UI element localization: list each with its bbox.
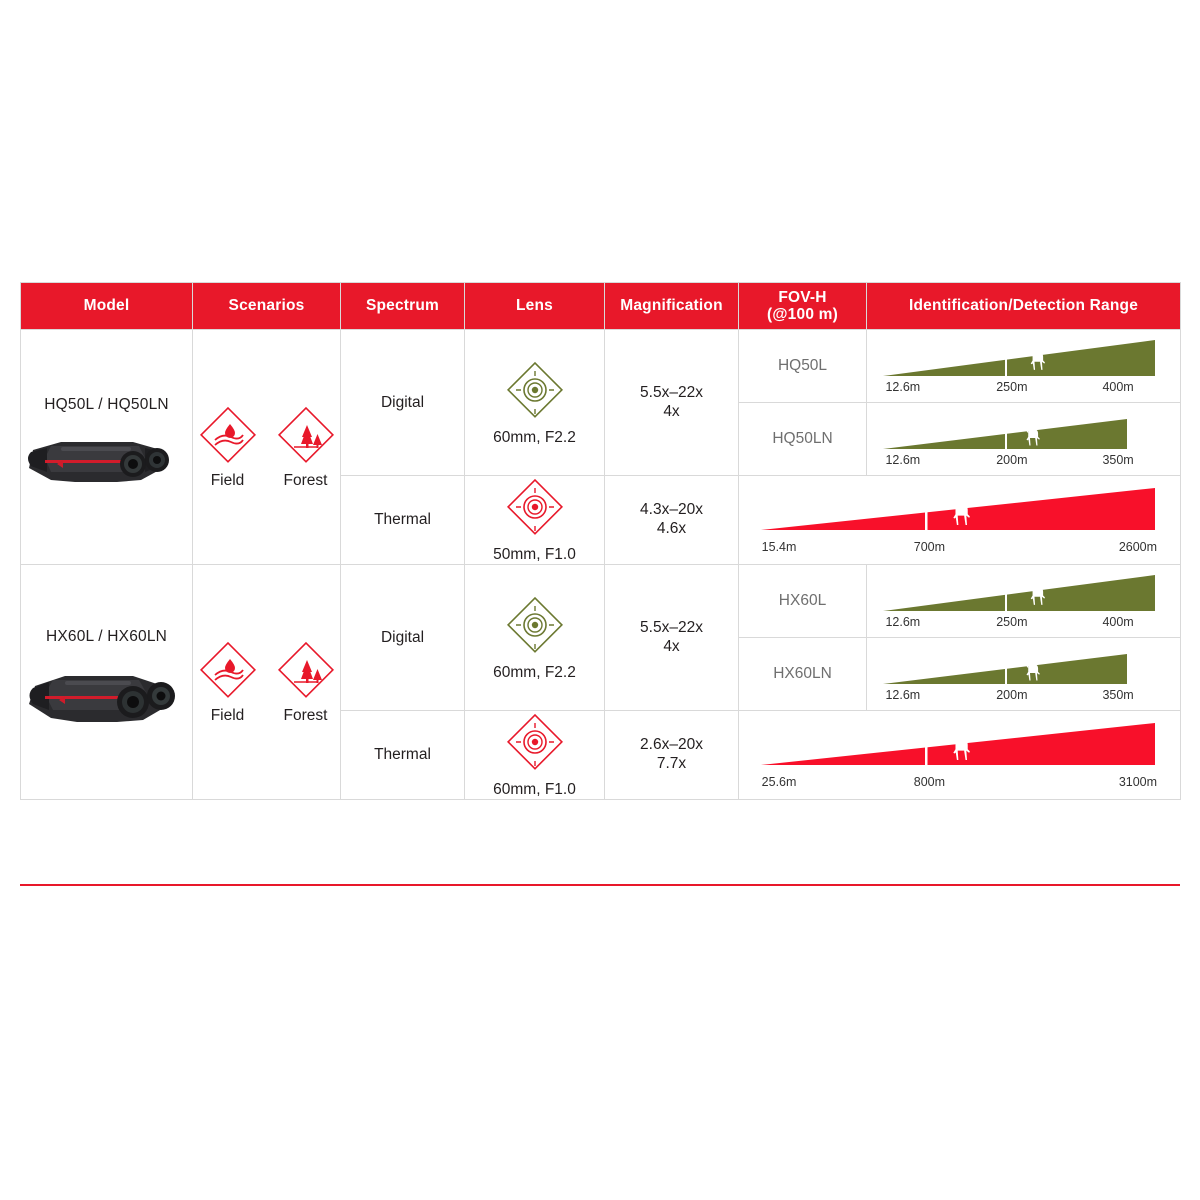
lens-digital-text-hx60: 60mm, F2.2 — [493, 663, 576, 681]
spectrum-digital-hq50: Digital — [341, 330, 465, 476]
range-cell-hq50ln — [867, 403, 1181, 476]
range-wedge-olive — [877, 336, 1161, 380]
lens-digital-text-hq50: 60mm, F2.2 — [493, 428, 576, 446]
scenario-field — [197, 404, 259, 490]
scenario-forest — [275, 404, 337, 490]
scenario-forest — [275, 639, 337, 725]
scenarios-cell-hx60 — [193, 565, 341, 800]
forest-icon — [275, 639, 337, 701]
header-range: Identification/Detection Range — [867, 283, 1181, 330]
header-fov — [739, 283, 867, 330]
lens-digital-hq50 — [465, 330, 605, 476]
range-labels-hq50ln — [877, 453, 1164, 471]
range-label-1: 250m — [996, 380, 1028, 394]
header-fov-line2: (@100 m) — [767, 306, 838, 323]
model-cell-hx60 — [21, 565, 193, 800]
magnification-range: 5.5x–22x — [640, 618, 703, 636]
table-row — [21, 330, 1181, 403]
lens-thermal-text-hq50: 50mm, F1.0 — [493, 546, 576, 563]
model-name: HQ50L / HQ50LN — [44, 396, 169, 413]
model-cell-hq50 — [21, 330, 193, 565]
scenario-field-label: Field — [210, 707, 245, 724]
lens-digital-icon — [503, 359, 567, 421]
lens-thermal-hx60 — [465, 711, 605, 800]
header-scenarios: Scenarios — [193, 283, 341, 330]
range-labels-hx60l — [877, 615, 1164, 633]
magnification-step: 4x — [663, 402, 680, 420]
scenario-forest-label: Forest — [283, 472, 328, 489]
magnification-range: 4.3x–20x — [640, 501, 703, 519]
header-lens: Lens — [465, 283, 605, 330]
range-label-0: 15.4m — [761, 540, 797, 554]
magnification-step: 4.6x — [656, 520, 687, 537]
range-labels-hx60ln — [877, 688, 1164, 706]
magnification-range: 2.6x–20x — [640, 736, 703, 754]
range-label-2: 2600m — [1118, 540, 1158, 554]
magnification-thermal-hq50 — [605, 476, 739, 565]
range-label-1: 250m — [996, 615, 1028, 629]
range-wedge-thermal — [757, 484, 1161, 540]
spectrum-digital-hx60: Digital — [341, 565, 465, 711]
range-label-0: 12.6m — [885, 380, 921, 394]
range-label-2: 350m — [1102, 453, 1134, 467]
scenario-forest-label: Forest — [283, 707, 328, 724]
header-magnification: Magnification — [605, 283, 739, 330]
comparison-table — [20, 282, 1181, 800]
binocular-image-hx60 — [21, 656, 192, 736]
model-name: HX60L / HX60LN — [45, 628, 168, 645]
range-cell-hq50-thermal — [739, 476, 1181, 565]
table-header-row — [21, 283, 1181, 330]
bottom-accent-rule — [20, 884, 1180, 886]
spectrum-thermal-hq50: Thermal — [341, 476, 465, 565]
scenarios-cell-hq50 — [193, 330, 341, 565]
range-label-2: 3100m — [1118, 775, 1158, 789]
forest-icon — [275, 404, 337, 466]
header-fov-line1: FOV-H — [778, 288, 827, 306]
magnification-step: 4x — [663, 637, 680, 655]
range-label-2: 400m — [1102, 615, 1134, 629]
range-label-1: 200m — [996, 453, 1028, 467]
range-labels-hx60-thermal — [757, 775, 1158, 793]
header-spectrum: Spectrum — [341, 283, 465, 330]
range-wedge-olive — [877, 644, 1161, 688]
magnification-digital-hx60 — [605, 565, 739, 711]
fov-hx60l: HX60L — [739, 565, 867, 638]
range-label-0: 12.6m — [885, 688, 921, 702]
header-model: Model — [21, 283, 193, 330]
scenario-field — [197, 639, 259, 725]
range-label-0: 25.6m — [761, 775, 797, 789]
scenario-field-label: Field — [210, 472, 245, 489]
range-label-2: 400m — [1102, 380, 1134, 394]
range-cell-hx60l — [867, 565, 1181, 638]
field-icon — [197, 639, 259, 701]
range-cell-hx60-thermal — [739, 711, 1181, 800]
binocular-image-hq50 — [21, 424, 192, 498]
lens-digital-hx60 — [465, 565, 605, 711]
range-wedge-thermal — [757, 719, 1161, 775]
range-cell-hq50l — [867, 330, 1181, 403]
range-wedge-olive — [877, 409, 1161, 453]
magnification-digital-hq50 — [605, 330, 739, 476]
fov-hx60ln: HX60LN — [739, 638, 867, 711]
range-label-1: 700m — [913, 540, 946, 554]
magnification-step: 7.7x — [656, 755, 687, 772]
range-label-0: 12.6m — [885, 615, 921, 629]
range-label-1: 800m — [913, 775, 946, 789]
lens-thermal-hq50 — [465, 476, 605, 565]
range-label-2: 350m — [1102, 688, 1134, 702]
range-label-0: 12.6m — [885, 453, 921, 467]
range-cell-hx60ln — [867, 638, 1181, 711]
lens-thermal-icon — [503, 711, 567, 773]
range-label-1: 200m — [996, 688, 1028, 702]
range-labels-hq50-thermal — [757, 540, 1158, 558]
magnification-range: 5.5x–22x — [640, 383, 703, 401]
field-icon — [197, 404, 259, 466]
spectrum-thermal-hx60: Thermal — [341, 711, 465, 800]
table-row — [21, 565, 1181, 638]
fov-hq50ln: HQ50LN — [739, 403, 867, 476]
range-labels-hq50l — [877, 380, 1164, 398]
lens-digital-icon — [503, 594, 567, 656]
fov-hq50l: HQ50L — [739, 330, 867, 403]
lens-thermal-icon — [503, 476, 567, 538]
lens-thermal-text-hx60: 60mm, F1.0 — [493, 781, 576, 798]
magnification-thermal-hx60 — [605, 711, 739, 800]
range-wedge-olive — [877, 571, 1161, 615]
